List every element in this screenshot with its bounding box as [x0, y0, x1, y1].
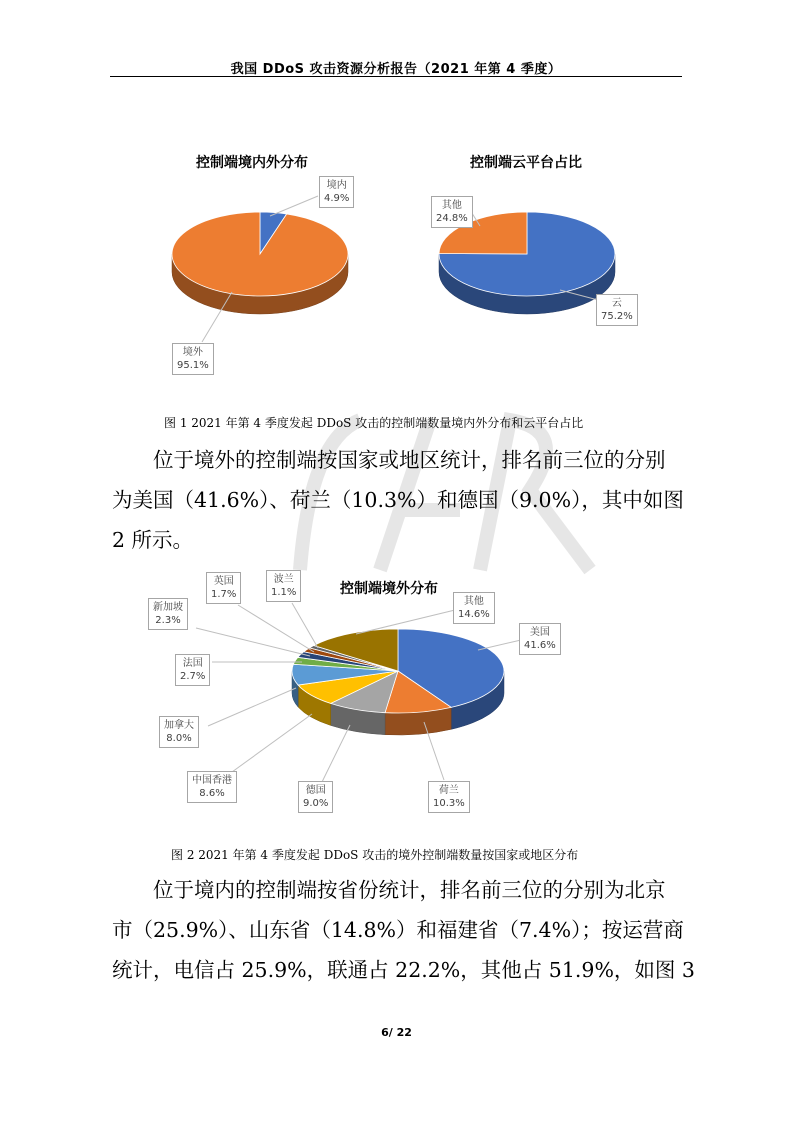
pie-overseas-countries — [292, 629, 504, 735]
chart3-label-pl: 波兰 1.1% — [266, 570, 301, 602]
page-number: 6/ 22 — [381, 1026, 412, 1039]
chart3-label-de: 德国 9.0% — [298, 781, 333, 813]
paragraph-line: 位于境外的控制端按国家或地区统计，排名前三位的分别 — [153, 448, 666, 472]
figure1-caption: 图 1 2021 年第 4 季度发起 DDoS 攻击的控制端数量境内外分布和云平台占比 — [164, 416, 584, 430]
leader-ca — [208, 688, 296, 726]
chart2-title: 控制端云平台占比 — [470, 155, 582, 171]
paragraph-line: 市（25.9%）、山东省（14.8%）和福建省（7.4%）；按运营商 — [112, 918, 684, 942]
paragraph-line: 为美国（41.6%）、荷兰（10.3%）和德国（9.0%），其中如图 — [112, 488, 684, 512]
chart1-label-inside: 境内 4.9% — [319, 176, 354, 208]
paragraph-line: 统计，电信占 25.9%，联通占 22.2%，其他占 51.9%，如图 3 — [112, 958, 695, 982]
page-header-title: 我国 DDoS 攻击资源分析报告（2021 年第 4 季度） — [230, 62, 562, 77]
leader-us — [478, 640, 521, 650]
figure2-caption: 图 2 2021 年第 4 季度发起 DDoS 攻击的境外控制端数量按国家或地区分布 — [171, 848, 579, 862]
chart1-title: 控制端境内外分布 — [196, 155, 308, 171]
chart3-label-other: 其他 14.6% — [453, 592, 495, 624]
chart3-label-us: 美国 41.6% — [519, 623, 561, 655]
chart3-label-fr: 法国 2.7% — [175, 654, 210, 686]
chart1-label-outside: 境外 95.1% — [172, 343, 214, 375]
chart3-label-hk: 中国香港 8.6% — [187, 771, 237, 803]
paragraph-domestic — [112, 870, 695, 990]
leader-de — [322, 725, 350, 782]
paragraph-line: 2 所示。 — [112, 528, 194, 552]
chart3-title: 控制端境外分布 — [340, 581, 438, 597]
leader-hk — [232, 714, 312, 772]
leader-uk — [238, 605, 314, 652]
paragraph-line: 位于境内的控制端按省份统计，排名前三位的分别为北京 — [153, 878, 666, 902]
chart3-label-sg: 新加坡 2.3% — [148, 598, 188, 630]
chart2-label-cloud: 云 75.2% — [596, 294, 638, 326]
chart3-label-uk: 英国 1.7% — [206, 572, 241, 604]
chart2-label-other: 其他 24.8% — [431, 196, 473, 228]
chart3-label-nl: 荷兰 10.3% — [428, 781, 470, 813]
chart3-label-ca: 加拿大 8.0% — [159, 716, 199, 748]
leader-sg — [196, 628, 310, 656]
